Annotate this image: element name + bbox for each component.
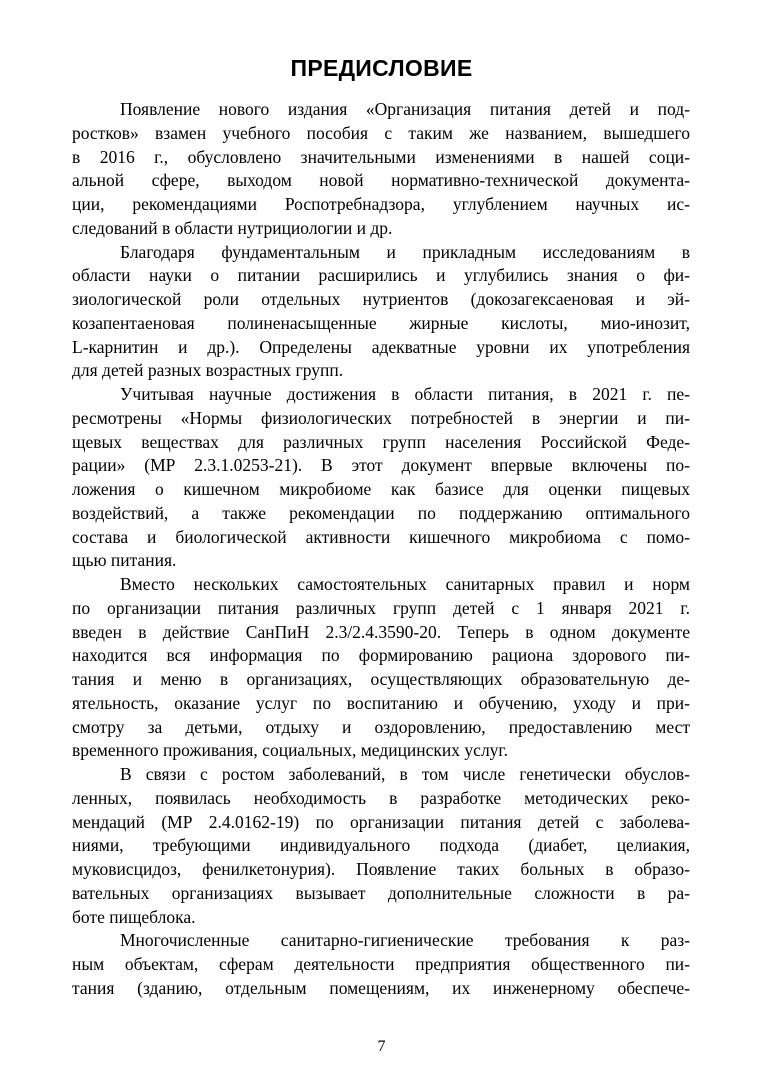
text-line: ным объектам, сферам деятельности предприятия общественного пи- xyxy=(72,954,690,974)
text-line: находится вся информация по формированию рациона здорового пи- xyxy=(72,645,690,666)
text-line: L-карнитин и др.). Определены адекватные уровни их употребления xyxy=(72,336,690,357)
body-text xyxy=(72,98,690,1001)
text-line: мендаций (МР 2.4.0162-19) по организации питания детей с заболева- xyxy=(72,811,690,832)
text-line: Благодаря фундаментальным и прикладным исследованиям в xyxy=(120,241,690,262)
page-title: ПРЕДИСЛОВИЕ xyxy=(290,55,473,81)
text-line: Многочисленные санитарно-гигиенические требования к раз- xyxy=(120,930,690,951)
paragraph xyxy=(72,763,690,929)
text-line: ции, рекомендациями Роспотребнадзора, углублением научных ис- xyxy=(72,194,690,214)
text-line: рации» (МР 2.3.1.0253-21). В этот документ впервые включены по- xyxy=(72,455,690,476)
text-line: области науки о питании расширились и углубились знания о фи- xyxy=(72,265,690,286)
text-line: щью питания. xyxy=(72,550,177,571)
text-line: тания и меню в организациях, осуществляющих образовательную де- xyxy=(72,669,690,689)
text-line: введен в действие СанПиН 2.3/2.4.3590-20. Теперь в одном документе xyxy=(72,621,690,642)
text-line: Учитывая научные достижения в области питания, в 2021 г. пе- xyxy=(120,384,690,404)
text-line: Вместо нескольких самостоятельных санитарных правил и норм xyxy=(120,574,690,594)
paragraph xyxy=(72,573,690,763)
paragraph xyxy=(72,241,690,384)
text-line: альной сфере, выходом новой нормативно-технической документа- xyxy=(72,170,690,191)
text-line: в 2016 г., обусловлено значительными изменениями в нашей соци- xyxy=(72,146,690,167)
text-line: зиологической роли отдельных нутриентов (докозагексаеновая и эй- xyxy=(72,289,690,309)
paragraph xyxy=(72,98,690,241)
text-line: ятельность, оказание услуг по воспитанию и обучению, уходу и при- xyxy=(72,692,690,713)
text-line: Появление нового издания «Организация питания детей и под- xyxy=(120,99,690,119)
text-line: по организации питания различных групп детей с 1 января 2021 г. xyxy=(72,597,690,618)
text-line: вательных организациях вызывает дополнительные сложности в ра- xyxy=(72,882,690,903)
text-line: ниями, требующими индивидуального подхода (диабет, целиакия, xyxy=(72,835,690,856)
text-line: ложения о кишечном микробиоме как базисе для оценки пищевых xyxy=(72,479,690,499)
text-line: боте пищеблока. xyxy=(72,906,196,927)
text-line: следований в области нутрициологии и др. xyxy=(72,217,393,238)
text-line: муковисцидоз, фенилкетонурия). Появление таких больных в образо- xyxy=(72,859,690,879)
text-line: для детей разных возрастных групп. xyxy=(72,360,344,381)
text-line: состава и биологической активности кишечного микробиома с помо- xyxy=(72,526,690,547)
text-line: В связи с ростом заболеваний, в том числе генетически обуслов- xyxy=(120,764,690,784)
paragraph xyxy=(72,383,690,573)
text-line: смотру за детьми, отдыху и оздоровлению, предоставлению мест xyxy=(72,716,690,737)
text-line: ресмотрены «Нормы физиологических потребностей в энергии и пи- xyxy=(72,407,690,428)
text-line: тания (зданию, отдельным помещениям, их инженерному обеспече- xyxy=(72,977,690,998)
text-line: козапентаеновая полиненасыщенные жирные кислоты, мио-инозит, xyxy=(72,312,690,333)
text-line: щевых веществах для различных групп населения Российской Феде- xyxy=(72,431,690,452)
text-line: ростков» взамен учебного пособия с таким же названием, вышедшего xyxy=(72,122,690,143)
paragraph xyxy=(72,929,690,1000)
text-line: воздействий, а также рекомендации по поддержанию оптимального xyxy=(72,502,690,523)
text-line: ленных, появилась необходимость в разработке методических реко- xyxy=(72,787,690,808)
page-number: 7 xyxy=(377,1038,386,1055)
text-line: временного проживания, социальных, медицинских услуг. xyxy=(72,740,509,761)
